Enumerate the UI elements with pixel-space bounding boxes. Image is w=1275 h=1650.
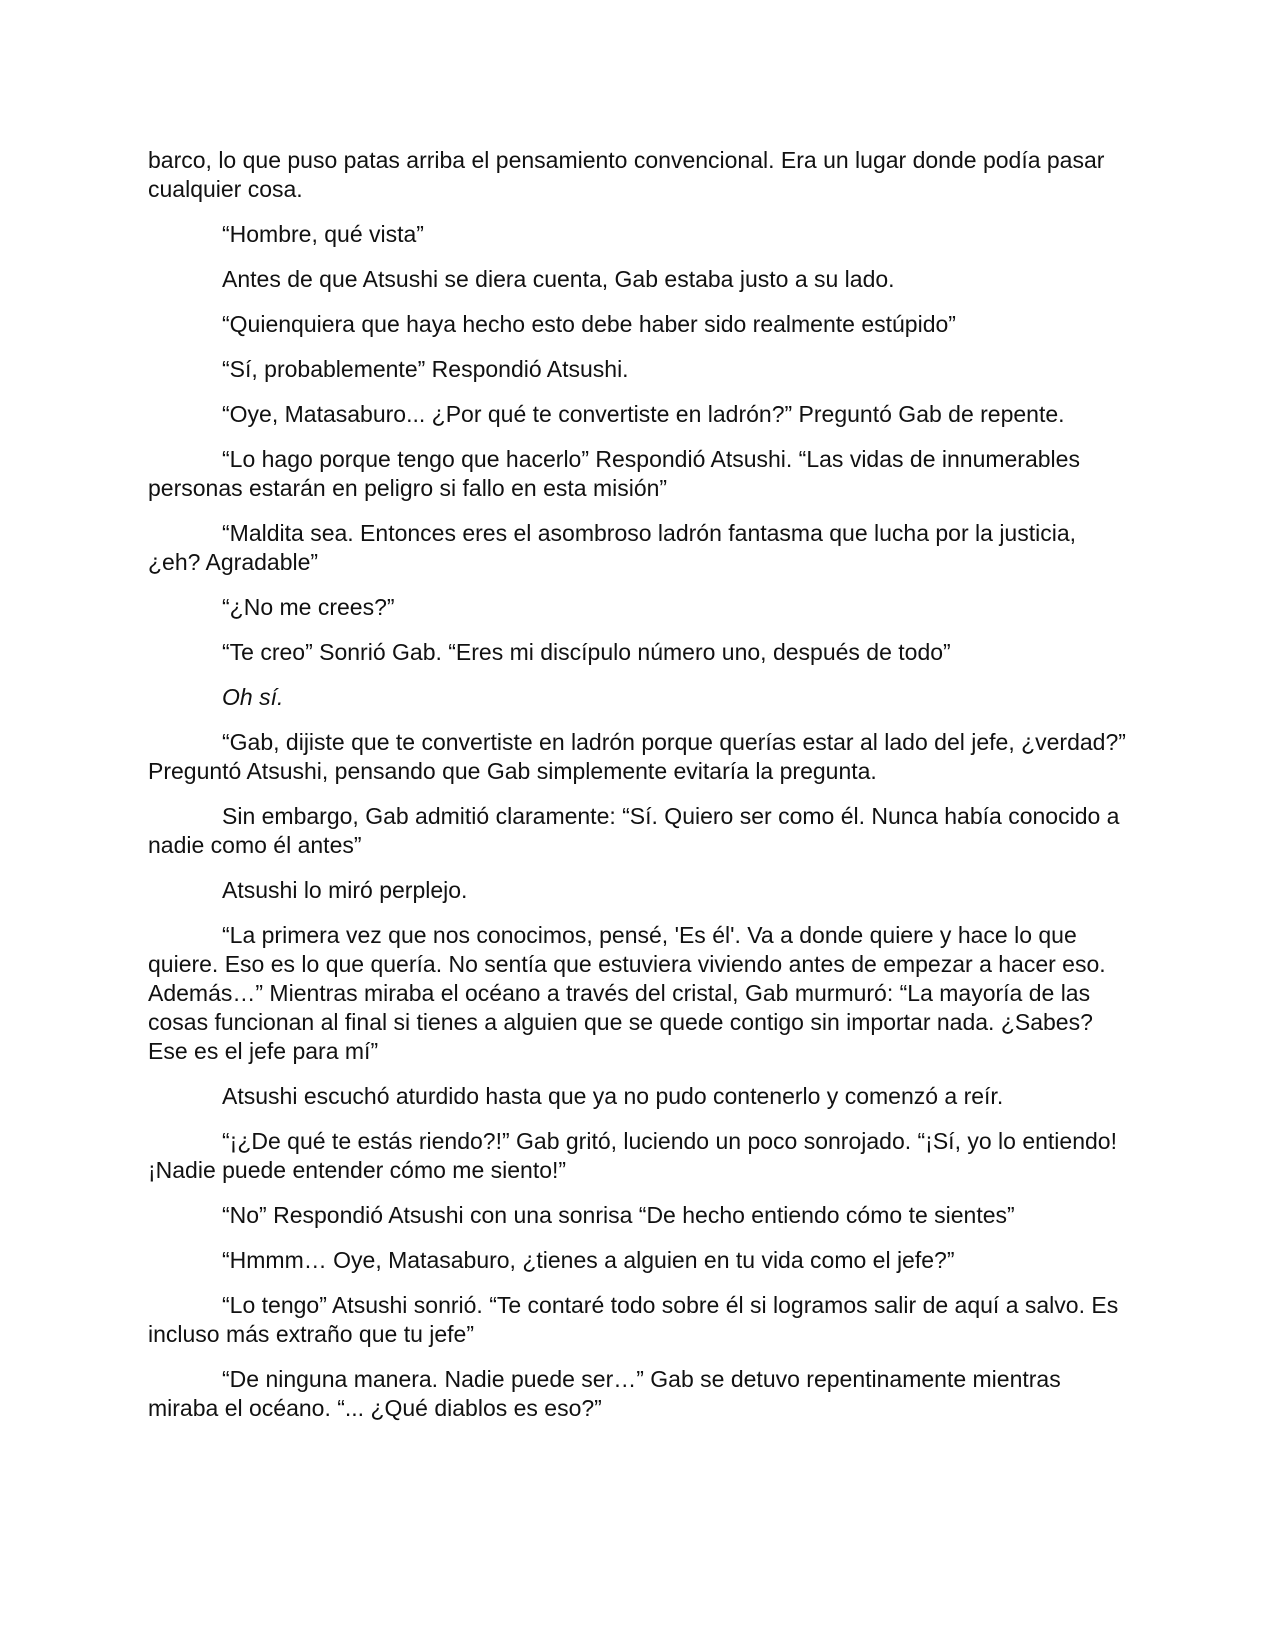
italic-text: Oh sí. — [222, 684, 284, 710]
paragraph: “Hmmm… Oye, Matasaburo, ¿tienes a alguien en tu vida como el jefe?” — [222, 1247, 955, 1273]
paragraph: “Sí, probablemente” Respondió Atsushi. — [222, 356, 629, 382]
paragraph: “Maldita sea. Entonces eres el asombroso ladrón fantasma que lucha por la justicia, ¿eh? Agradable” — [148, 520, 1077, 575]
paragraph: “No” Respondió Atsushi con una sonrisa “De hecho entiendo cómo te sientes” — [222, 1202, 1015, 1228]
paragraph: “¡¿De qué te estás riendo?!” Gab gritó, luciendo un poco sonrojado. “¡Sí, yo lo entiendo! ¡Nadie puede entender cómo me siento!” — [148, 1128, 1117, 1183]
document-page — [148, 146, 1128, 1439]
paragraph: “Quienquiera que haya hecho esto debe haber sido realmente estúpido” — [222, 311, 956, 337]
paragraph: “Hombre, qué vista” — [222, 221, 424, 247]
paragraph: Antes de que Atsushi se diera cuenta, Gab estaba justo a su lado. — [222, 266, 895, 292]
paragraph — [148, 683, 1128, 712]
paragraph: “Gab, dijiste que te convertiste en ladrón porque querías estar al lado del jefe, ¿verdad?” Preguntó Atsushi, pensando que Gab simplemente evitaría la pregunta. — [148, 729, 1126, 784]
paragraph: “De ninguna manera. Nadie puede ser…” Gab se detuvo repentinamente mientras miraba el océano. “... ¿Qué diablos es eso?” — [148, 1366, 1061, 1421]
paragraph: “Te creo” Sonrió Gab. “Eres mi discípulo número uno, después de todo” — [222, 639, 951, 665]
paragraph: barco, lo que puso patas arriba el pensamiento convencional. Era un lugar donde podía pasar cualquier cosa. — [148, 147, 1105, 202]
paragraph: “Oye, Matasaburo... ¿Por qué te convertiste en ladrón?” Preguntó Gab de repente. — [222, 401, 1065, 427]
paragraph: “Lo tengo” Atsushi sonrió. “Te contaré todo sobre él si logramos salir de aquí a salvo. Es incluso más extraño que tu jefe” — [148, 1292, 1119, 1347]
paragraph: Atsushi escuchó aturdido hasta que ya no pudo contenerlo y comenzó a reír. — [222, 1083, 1004, 1109]
paragraph: “Lo hago porque tengo que hacerlo” Respondió Atsushi. “Las vidas de innumerables personas estarán en peligro si fallo en esta misión” — [148, 446, 1080, 501]
paragraph: Atsushi lo miró perplejo. — [222, 877, 468, 903]
paragraph: “¿No me crees?” — [222, 594, 395, 620]
paragraph: Sin embargo, Gab admitió claramente: “Sí. Quiero ser como él. Nunca había conocido a nadie como él antes” — [148, 803, 1120, 858]
paragraph: “La primera vez que nos conocimos, pensé, 'Es él'. Va a donde quiere y hace lo que quiere. Eso es lo que quería. No sentía que estuviera viviendo antes de empezar a hacer eso. Además…” Mientras miraba el océano a través del cristal, Gab murmuró: “La mayoría de las cosas funcionan al final si tienes a alguien que se quede contigo sin importar nada. ¿Sabes? Ese es el jefe para mí” — [148, 922, 1106, 1064]
